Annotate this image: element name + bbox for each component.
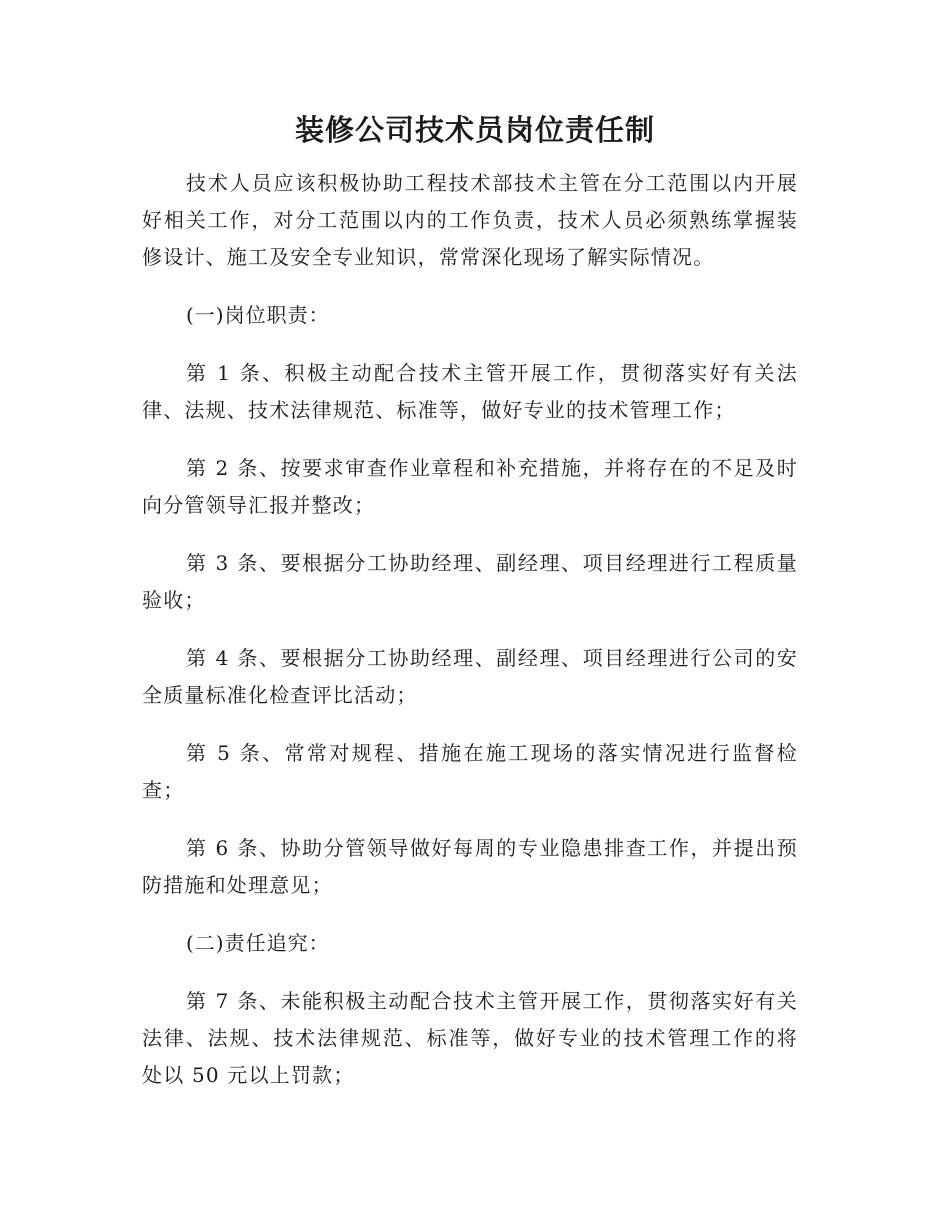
section-heading-duties: (一)岗位职责： <box>186 303 330 327</box>
article-5: 第 5 条、常常对规程、措施在施工现场的落实情况进行监督检查； <box>142 741 798 802</box>
article-3: 第 3 条、要根据分工协助经理、副经理、项目经理进行工程质量验收； <box>142 551 798 612</box>
article-6: 第 6 条、协助分管领导做好每周的专业隐患排查工作，并提出预防措施和处理意见； <box>142 836 798 897</box>
document-title: 装修公司技术员岗位责任制 <box>294 113 655 147</box>
article-2: 第 2 条、按要求审查作业章程和补充措施，并将存在的不足及时向分管领导汇报并整改； <box>142 456 798 517</box>
document-body <box>142 165 798 1115</box>
section-heading-accountability: (二)责任追究： <box>186 931 330 955</box>
article-4: 第 4 条、要根据分工协助经理、副经理、项目经理进行公司的安全质量标准化检查评比活动； <box>142 646 798 707</box>
article-7: 第 7 条、未能积极主动配合技术主管开展工作，贯彻落实好有关法律、法规、技术法律规范、标准等，做好专业的技术管理工作的将处以 50 元以上罚款； <box>142 989 798 1087</box>
intro-paragraph: 技术人员应该积极协助工程技术部技术主管在分工范围以内开展好相关工作，对分工范围以内的工作负责，技术人员必须熟练掌握装修设计、施工及安全专业知识，常常深化现场了解实际情况。 <box>142 171 798 269</box>
article-1: 第 1 条、积极主动配合技术主管开展工作，贯彻落实好有关法律、法规、技术法律规范、标准等，做好专业的技术管理工作； <box>142 361 798 422</box>
